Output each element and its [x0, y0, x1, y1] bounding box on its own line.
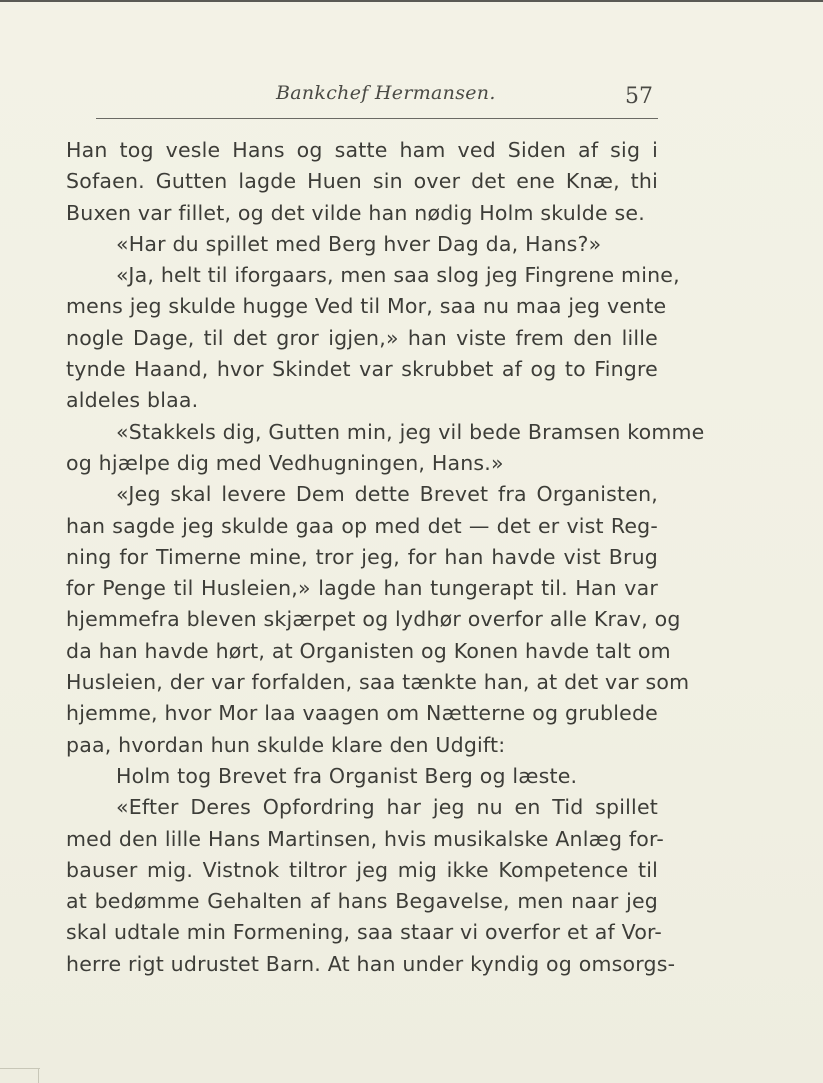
text-line: Buxen var fillet, og det vilde han nødig Holm skulde se. — [66, 200, 645, 225]
body-text — [66, 135, 705, 980]
page-header — [0, 82, 823, 112]
text-line: hjemmefra bleven skjærpet og lydhør overfor alle Krav, og — [66, 607, 681, 632]
text-line: «Stakkels dig, Gutten min, jeg vil bede Bramsen komme — [116, 419, 705, 444]
running-title: Bankchef Hermansen. — [276, 82, 496, 104]
text-line: Holm tog Brevet fra Organist Berg og læste. — [116, 763, 578, 788]
text-line: Husleien, der var forfalden, saa tænkte han, at det var som — [66, 670, 690, 695]
text-line: «Ja, helt til iforgaars, men saa slog jeg Fingrene mine, — [116, 263, 680, 288]
text-line: skal udtale min Formening, saa staar vi overfor et af Vor- — [66, 920, 662, 945]
text-line: Sofaen. Gutten lagde Huen sin over det ene Knæ, thi — [66, 169, 658, 194]
text-line: bauser mig. Vistnok tiltror jeg mig ikke Kompetence til — [66, 857, 658, 882]
text-line: med den lille Hans Martinsen, hvis musikalske Anlæg for- — [66, 826, 664, 851]
page-number: 57 — [625, 84, 653, 109]
text-line: mens jeg skulde hugge Ved til Mor, saa nu maa jeg vente — [66, 294, 667, 319]
text-line: paa, hvordan hun skulde klare den Udgift: — [66, 732, 506, 757]
text-line: herre rigt udrustet Barn. At han under kyndig og omsorgs- — [66, 951, 676, 976]
text-line: for Penge til Husleien,» lagde han tungerapt til. Han var — [66, 576, 658, 601]
text-line: ning for Timerne mine, tror jeg, for han havde vist Brug — [66, 544, 658, 569]
text-line: Han tog vesle Hans og satte ham ved Siden af sig i — [66, 138, 658, 162]
text-line: at bedømme Gehalten af hans Begavelse, men naar jeg — [66, 889, 658, 914]
text-line: aldeles blaa. — [66, 388, 199, 413]
text-line: da han havde hørt, at Organisten og Konen havde talt om — [66, 638, 671, 663]
scan-corner-mark — [38, 1068, 39, 1083]
text-line: tynde Haand, hvor Skindet var skrubbet af og to Fingre — [66, 357, 658, 382]
text-line: nogle Dage, til det gror igjen,» han viste frem den lille — [66, 325, 658, 350]
text-line: og hjælpe dig med Vedhugningen, Hans.» — [66, 450, 504, 475]
text-line: «Efter Deres Opfordring har jeg nu en Tid spillet — [116, 795, 658, 820]
text-line: «Har du spillet med Berg hver Dag da, Hans?» — [116, 231, 602, 256]
text-line: «Jeg skal levere Dem dette Brevet fra Organisten, — [116, 482, 658, 507]
text-line: hjemme, hvor Mor laa vaagen om Nætterne og grublede — [66, 701, 658, 726]
header-rule — [96, 118, 658, 119]
scan-top-edge — [0, 0, 823, 2]
scan-corner-mark — [0, 1068, 40, 1069]
text-line: han sagde jeg skulde gaa op med det — det er vist Reg- — [66, 513, 658, 538]
